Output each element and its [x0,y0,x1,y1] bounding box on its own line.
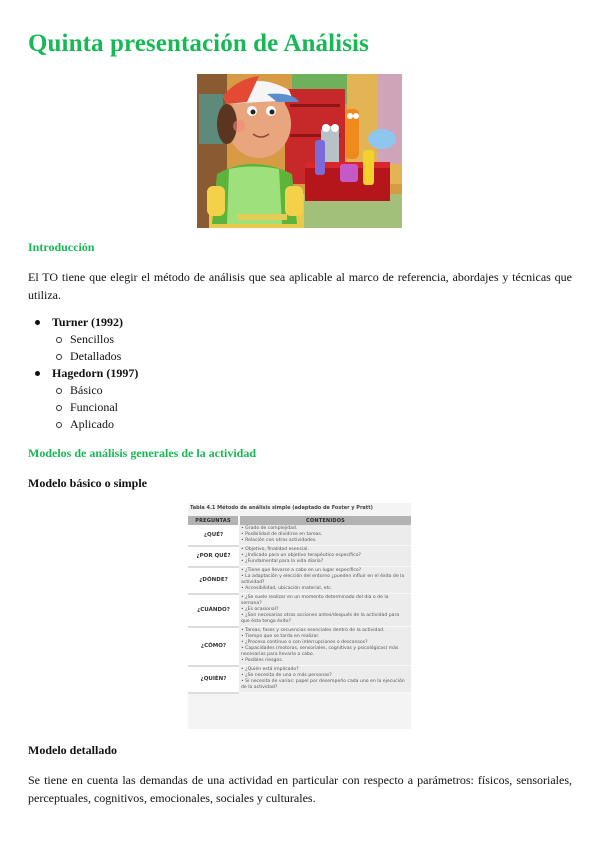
content-line: • ¿Indicado para un objetivo terapéutico específico? [241,553,361,558]
content-line: • ¿Se suele realizar en un momento determinado del día o de la semana? [241,595,389,606]
bullet-disc-icon [35,320,40,325]
content-line: • ¿Fundamental para la vida diaria? [241,559,324,564]
content-line: • ¿Quién está implicado? [241,667,299,672]
content-line: • Tiempo que se tarda en realizar. [241,634,320,639]
bullet-disc-icon [35,371,40,376]
turner-sublist [52,331,138,365]
sublist-item [52,348,138,365]
table-header-row [188,516,411,525]
contents-cell [239,666,411,693]
intro-paragraph: El TO tiene que elegir el método de análisis que sea aplicable al marco de referencia, abordajes y técnicas que utiliza. [28,270,572,302]
author-label: Turner (1992) [52,315,124,329]
content-line: • Accesibilidad, ubicación material, etc. [241,586,333,591]
contents-cell [239,525,411,546]
table-caption: Tabla 4.1 Método de análisis simple (adaptado de Foster y Pratt) [190,505,373,511]
author-label: Hagedorn (1997) [52,366,139,380]
content-line: • ¿Tiene que llevarse a cabo en un lugar específico? [241,568,362,573]
question-cell: ¿CÓMO? [188,627,239,666]
bullet-circle-icon [56,422,62,428]
cartoon-handyman-image [197,74,402,228]
sublist-item-label: Básico [70,383,103,397]
content-line: • Si necesita de varias: papel por desempeño cada uno en la ejecución de la actividad? [241,679,405,690]
sublist-item [52,331,138,348]
basic-model-heading: Modelo básico o simple [28,476,147,490]
column-header-contents: CONTENIDOS [239,516,411,525]
bullet-circle-icon [56,388,62,394]
table-row [188,666,411,693]
sublist-item-label: Aplicado [70,417,114,431]
analysis-table [188,516,411,694]
sublist-item [52,382,138,399]
table-row [188,525,411,546]
question-cell: ¿QUÉ? [188,525,239,546]
list-item-turner [28,314,138,365]
list-item-hagedorn [28,365,138,433]
content-line: • ¿Se necesita de una o más personas? [241,673,332,678]
table-row [188,627,411,666]
content-line: • Objetivo, finalidad esencial. [241,547,309,552]
page-title: Quinta presentación de Análisis [28,30,369,57]
intro-heading: Introducción [28,240,95,254]
content-line: • ¿Proceso continuo o con interrupciones o descansos? [241,640,368,645]
column-header-questions: PREGUNTAS [188,516,239,525]
contents-cell [239,546,411,567]
question-cell: ¿POR QUÉ? [188,546,239,567]
sublist-item [52,399,138,416]
bullet-circle-icon [56,405,62,411]
table-row [188,594,411,627]
bullet-circle-icon [56,354,62,360]
models-heading: Modelos de análisis generales de la actividad [28,446,256,460]
hero-illustration [197,74,402,228]
question-cell: ¿DÓNDE? [188,567,239,594]
detailed-model-paragraph: Se tiene en cuenta las demandas de una actividad en particular con respecto a parámetros: físicos, sensoriales, perceptuales, cognitivos, emocionales, sociales y culturales. [28,773,572,805]
question-cell: ¿QUIÉN? [188,666,239,693]
content-line: • ¿Son necesarias otras acciones antes/después de la actividad para que ésta tenga éxito? [241,613,400,624]
content-line: • ¿Es ocasional? [241,607,279,612]
hagedorn-sublist [52,382,138,433]
content-line: • Tareas, fases y secuencias esenciales dentro de la actividad. [241,628,385,633]
contents-cell [239,594,411,627]
contents-cell [239,627,411,666]
simple-analysis-table-image [188,503,411,729]
table-row [188,567,411,594]
bullet-circle-icon [56,337,62,343]
question-cell: ¿CUÁNDO? [188,594,239,627]
authors-list [28,314,138,433]
content-line: • Posibilidad de dividirse en tareas. [241,532,323,537]
content-line: • Capacidades (motoras, sensoriales, cognitivas y psicológicas) más necesarias para llevarla a cabo. [241,646,399,657]
content-line: • Grado de complejidad. [241,526,298,531]
content-line: • Posibles riesgos. [241,658,284,663]
sublist-item [52,416,138,433]
table-row [188,546,411,567]
contents-cell [239,567,411,594]
content-line: • La adaptación y elección del entorno ¿pueden influir en el éxito de la actividad? [241,574,405,585]
detailed-model-heading: Modelo detallado [28,743,117,757]
content-line: • Relación con otras actividades. [241,538,317,543]
sublist-item-label: Detallados [70,349,122,363]
sublist-item-label: Sencillos [70,332,114,346]
sublist-item-label: Funcional [70,400,118,414]
